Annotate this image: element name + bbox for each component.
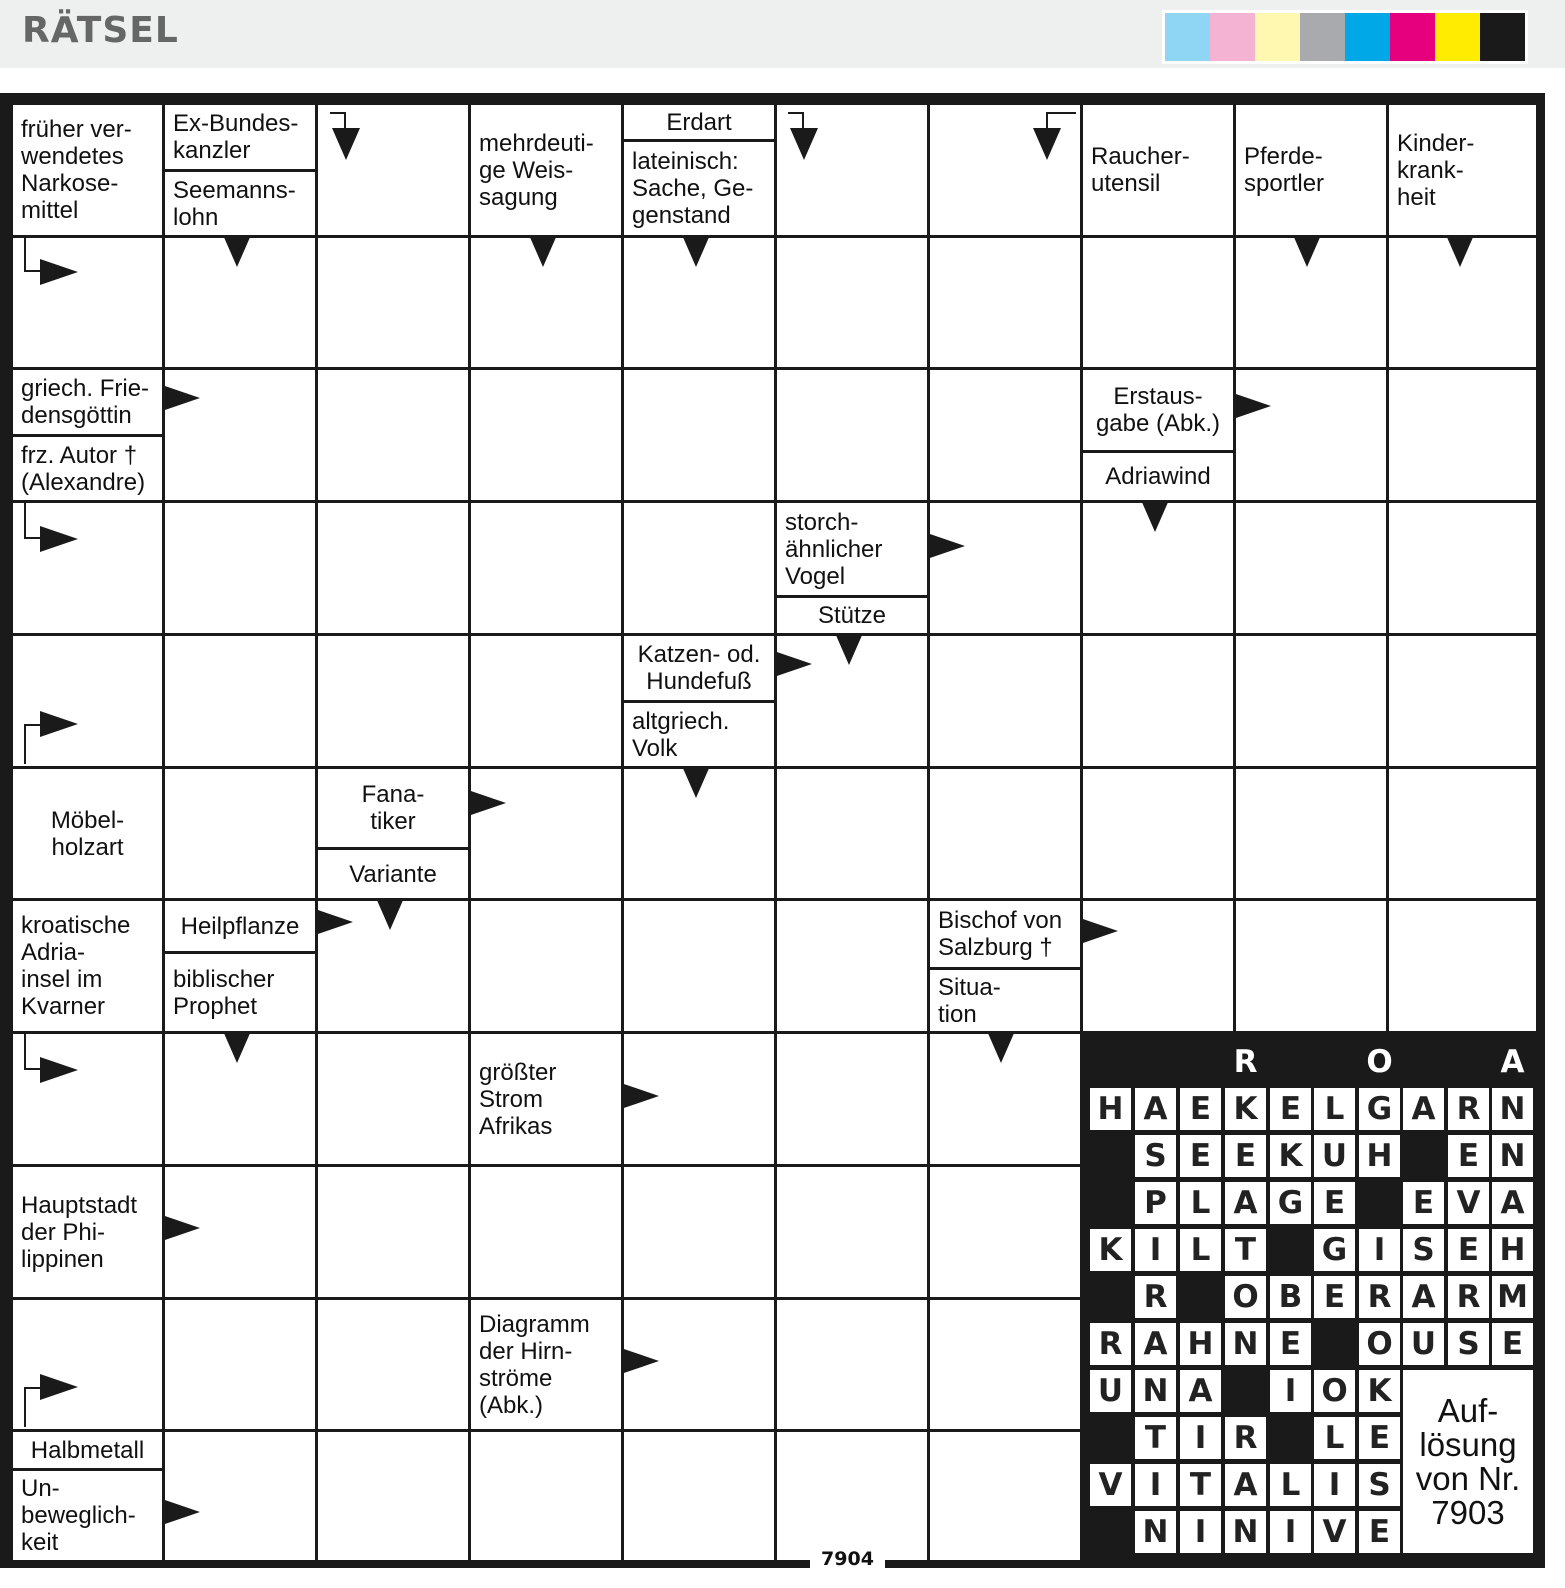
answer-cell[interactable] — [1389, 901, 1536, 1031]
clue-text: Adriawind — [1083, 453, 1233, 500]
solution-letter: S — [1403, 1229, 1444, 1271]
solution-letter: T — [1135, 1417, 1176, 1459]
clue-text: Fana- tiker — [318, 769, 468, 847]
solution-letter: I — [1135, 1464, 1176, 1506]
answer-cell[interactable] — [777, 370, 927, 500]
arrow-down-icon — [332, 128, 360, 160]
clue-text: Un- beweglich- keit — [13, 1471, 162, 1560]
arrow-bend-icon — [24, 724, 40, 764]
answer-cell[interactable] — [471, 370, 621, 500]
answer-cell[interactable] — [624, 503, 774, 633]
arrow-right-icon — [40, 711, 78, 737]
solution-letter: U — [1403, 1323, 1444, 1365]
solution-letter: E — [1314, 1276, 1355, 1318]
answer-cell[interactable] — [318, 1167, 468, 1297]
clue-text: Halbmetall — [13, 1432, 162, 1468]
solution-letter: S — [1135, 1135, 1176, 1177]
answer-cell[interactable] — [624, 1432, 774, 1560]
solution-letter: N — [1135, 1511, 1176, 1553]
arrow-right-icon — [927, 533, 965, 559]
answer-cell[interactable] — [165, 636, 315, 766]
answer-cell[interactable] — [1236, 370, 1386, 500]
arrow-down-icon — [1293, 235, 1321, 267]
answer-cell[interactable] — [165, 1300, 315, 1429]
solution-letter: S — [1359, 1464, 1400, 1506]
answer-cell[interactable] — [930, 1167, 1080, 1297]
clue-text: Seemanns- lohn — [165, 172, 315, 235]
solution-letter: L — [1270, 1464, 1311, 1506]
solution-letter: N — [1492, 1088, 1533, 1130]
clue-text: Kinder- krank- heit — [1389, 105, 1536, 235]
arrow-bend-icon — [788, 112, 804, 128]
solution-letter: A — [1225, 1182, 1266, 1224]
solution-letter: E — [1359, 1417, 1400, 1459]
solution-letter: E — [1359, 1511, 1400, 1553]
puzzle-number: 7904 — [810, 1548, 885, 1570]
answer-cell[interactable] — [1083, 238, 1233, 367]
page-header — [0, 0, 1565, 68]
solution-letter: A — [1225, 1464, 1266, 1506]
answer-cell[interactable] — [471, 769, 621, 898]
arrow-right-icon — [1233, 393, 1271, 419]
solution-letter: N — [1135, 1370, 1176, 1412]
solution-letter: O — [1225, 1276, 1266, 1318]
answer-cell[interactable] — [624, 370, 774, 500]
answer-cell[interactable] — [318, 238, 468, 367]
arrow-bend-icon — [330, 112, 346, 128]
arrow-right-icon — [40, 1374, 78, 1400]
arrow-right-icon — [468, 790, 506, 816]
arrow-down-icon — [223, 1031, 251, 1063]
solution-letter: G — [1359, 1088, 1400, 1130]
answer-cell[interactable] — [1083, 636, 1233, 766]
solution-letter: N — [1225, 1323, 1266, 1365]
arrow-bend-icon — [24, 236, 40, 272]
clue-text: Pferde- sportler — [1236, 105, 1386, 235]
arrow-right-icon — [315, 909, 353, 935]
print-color-bar — [1162, 10, 1528, 64]
clue-text: Diagramm der Hirn- ströme (Abk.) — [471, 1300, 621, 1429]
solution-letter: L — [1314, 1088, 1355, 1130]
solution-letter: M — [1492, 1276, 1533, 1318]
answer-cell[interactable] — [318, 503, 468, 633]
answer-cell[interactable] — [930, 503, 1080, 633]
answer-cell[interactable] — [318, 1034, 468, 1164]
arrow-bend-icon — [24, 1387, 40, 1427]
solution-letter: V — [1314, 1511, 1355, 1553]
answer-cell[interactable] — [1083, 769, 1233, 898]
color-swatch — [1255, 13, 1300, 61]
clue-text: altgriech. Volk — [624, 703, 774, 766]
color-swatch — [1435, 13, 1480, 61]
clue-text: größter Strom Afrikas — [471, 1034, 621, 1164]
solution-letter: R — [1359, 1276, 1400, 1318]
clue-text: kroatische Adria- insel im Kvarner — [13, 901, 162, 1031]
answer-cell[interactable] — [777, 901, 927, 1031]
solution-letter: R — [1090, 1323, 1131, 1365]
solution-letter: H — [1492, 1229, 1533, 1271]
solution-letter: I — [1180, 1511, 1221, 1553]
solution-letter: I — [1135, 1229, 1176, 1271]
solution-letter: R — [1225, 1417, 1266, 1459]
solution-letter: H — [1180, 1323, 1221, 1365]
solution-letter: E — [1403, 1182, 1444, 1224]
solution-letter: O — [1359, 1041, 1400, 1083]
arrow-down-icon — [529, 235, 557, 267]
solution-letter: N — [1492, 1135, 1533, 1177]
answer-cell[interactable] — [777, 238, 927, 367]
solution-letter: T — [1225, 1229, 1266, 1271]
clue-text: Stütze — [777, 598, 927, 633]
color-swatch — [1165, 13, 1210, 61]
solution-letter: E — [1270, 1088, 1311, 1130]
clue-text: Raucher- utensil — [1083, 105, 1233, 235]
solution-letter: E — [1180, 1135, 1221, 1177]
solution-letter: K — [1359, 1370, 1400, 1412]
solution-letter: I — [1359, 1229, 1400, 1271]
answer-cell[interactable] — [1236, 769, 1386, 898]
arrow-down-icon — [223, 235, 251, 267]
arrow-down-icon — [1446, 235, 1474, 267]
solution-letter: I — [1270, 1370, 1311, 1412]
answer-cell[interactable] — [930, 370, 1080, 500]
solution-letter: A — [1403, 1088, 1444, 1130]
arrow-right-icon — [40, 1057, 78, 1083]
arrow-down-icon — [682, 766, 710, 798]
solution-letter: K — [1225, 1088, 1266, 1130]
arrow-down-icon — [790, 128, 818, 160]
answer-cell[interactable] — [1236, 636, 1386, 766]
solution-letter: A — [1180, 1370, 1221, 1412]
answer-cell[interactable] — [471, 1432, 621, 1560]
solution-letter: G — [1270, 1182, 1311, 1224]
arrow-down-icon — [1141, 500, 1169, 532]
color-swatch — [1480, 13, 1525, 61]
clue-text: biblischer Prophet — [165, 954, 315, 1031]
arrow-bend-icon — [24, 1032, 40, 1070]
clue-text: griech. Frie- densgöttin — [13, 370, 162, 434]
answer-cell[interactable] — [624, 901, 774, 1031]
solution-letter: L — [1180, 1182, 1221, 1224]
answer-cell[interactable] — [471, 1167, 621, 1297]
solution-letter: A — [1492, 1041, 1533, 1083]
color-swatch — [1300, 13, 1345, 61]
arrow-down-icon — [1033, 128, 1061, 160]
solution-letter: L — [1314, 1417, 1355, 1459]
arrow-right-icon — [621, 1083, 659, 1109]
answer-cell[interactable] — [777, 1300, 927, 1429]
solution-letter: R — [1135, 1276, 1176, 1318]
solution-letter: I — [1180, 1417, 1221, 1459]
solution-letter: K — [1090, 1229, 1131, 1271]
arrow-right-icon — [162, 1215, 200, 1241]
clue-text: lateinisch: Sache, Ge- genstand — [624, 142, 774, 235]
solution-letter: I — [1270, 1511, 1311, 1553]
color-swatch — [1210, 13, 1255, 61]
solution-letter: E — [1492, 1323, 1533, 1365]
solution-letter: S — [1448, 1323, 1489, 1365]
solution-letter: B — [1270, 1276, 1311, 1318]
answer-cell[interactable] — [318, 1432, 468, 1560]
solution-note: Auf- lösung von Nr. 7903 — [1403, 1370, 1533, 1553]
answer-cell[interactable] — [318, 370, 468, 500]
clue-text: Variante — [318, 850, 468, 898]
clue-text: Erstaus- gabe (Abk.) — [1083, 370, 1233, 450]
clue-text: Situa- tion — [930, 970, 1080, 1031]
arrow-right-icon — [162, 1499, 200, 1525]
solution-letter: P — [1135, 1182, 1176, 1224]
answer-cell[interactable] — [1389, 370, 1536, 500]
answer-cell[interactable] — [165, 769, 315, 898]
answer-cell[interactable] — [777, 1167, 927, 1297]
answer-cell[interactable] — [930, 636, 1080, 766]
answer-cell[interactable] — [1389, 769, 1536, 898]
answer-cell[interactable] — [165, 503, 315, 633]
arrow-bend-icon — [24, 501, 40, 539]
answer-cell[interactable] — [471, 636, 621, 766]
arrow-bend-icon — [1046, 112, 1076, 128]
solution-letter: E — [1270, 1323, 1311, 1365]
solution-letter: O — [1314, 1370, 1355, 1412]
answer-cell[interactable] — [777, 769, 927, 898]
solution-letter: N — [1225, 1511, 1266, 1553]
solution-letter: V — [1090, 1464, 1131, 1506]
clue-text: früher ver- wendetes Narkose- mittel — [13, 105, 162, 235]
clue-text: Möbel- holzart — [13, 769, 162, 898]
solution-letter: U — [1090, 1370, 1131, 1412]
arrow-down-icon — [682, 235, 710, 267]
solution-letter: T — [1180, 1464, 1221, 1506]
solution-letter: A — [1135, 1088, 1176, 1130]
answer-cell[interactable] — [471, 503, 621, 633]
answer-cell[interactable] — [318, 636, 468, 766]
solution-letter: E — [1225, 1135, 1266, 1177]
clue-text: storch- ähnlicher Vogel — [777, 503, 927, 595]
solution-letter: R — [1225, 1041, 1266, 1083]
solution-letter: V — [1448, 1182, 1489, 1224]
solution-letter: U — [1314, 1135, 1355, 1177]
arrow-right-icon — [40, 526, 78, 552]
solution-letter: G — [1314, 1229, 1355, 1271]
answer-cell[interactable] — [930, 769, 1080, 898]
arrow-right-icon — [162, 385, 200, 411]
clue-text: Heilpflanze — [165, 901, 315, 951]
solution-letter: E — [1448, 1135, 1489, 1177]
clue-text: mehrdeuti- ge Weis- sagung — [471, 105, 621, 235]
solution-letter: H — [1359, 1135, 1400, 1177]
arrow-right-icon — [621, 1348, 659, 1374]
clue-text: Erdart — [624, 105, 774, 139]
arrow-down-icon — [835, 633, 863, 665]
color-swatch — [1345, 13, 1390, 61]
previous-solution-grid — [1083, 1034, 1536, 1560]
solution-letter: K — [1270, 1135, 1311, 1177]
answer-cell[interactable] — [930, 1432, 1080, 1560]
answer-cell[interactable] — [624, 1167, 774, 1297]
answer-cell[interactable] — [1236, 901, 1386, 1031]
solution-letter: O — [1359, 1323, 1400, 1365]
solution-letter: H — [1090, 1088, 1131, 1130]
answer-cell[interactable] — [1236, 503, 1386, 633]
arrow-down-icon — [987, 1031, 1015, 1063]
answer-cell[interactable] — [777, 1432, 927, 1560]
clue-text: Bischof von Salzburg † — [930, 901, 1080, 967]
solution-letter: E — [1314, 1182, 1355, 1224]
solution-letter: I — [1314, 1464, 1355, 1506]
answer-cell[interactable] — [1389, 503, 1536, 633]
arrow-down-icon — [376, 898, 404, 930]
answer-cell[interactable] — [930, 238, 1080, 367]
solution-letter: A — [1403, 1276, 1444, 1318]
arrow-right-icon — [40, 259, 78, 285]
answer-cell[interactable] — [777, 1034, 927, 1164]
solution-letter: L — [1180, 1229, 1221, 1271]
clue-text: Katzen- od. Hundefuß — [624, 636, 774, 700]
page-title: RÄTSEL — [22, 10, 179, 51]
answer-cell[interactable] — [930, 1300, 1080, 1429]
solution-letter: E — [1448, 1229, 1489, 1271]
solution-letter: A — [1492, 1182, 1533, 1224]
answer-cell[interactable] — [318, 1300, 468, 1429]
clue-text: Ex-Bundes- kanzler — [165, 105, 315, 169]
color-swatch — [1390, 13, 1435, 61]
solution-letter: R — [1448, 1276, 1489, 1318]
arrow-right-icon — [774, 651, 812, 677]
answer-cell[interactable] — [165, 1432, 315, 1560]
arrow-right-icon — [1080, 918, 1118, 944]
answer-cell[interactable] — [471, 901, 621, 1031]
clue-text: Hauptstadt der Phi- lippinen — [13, 1167, 162, 1297]
clue-text: frz. Autor † (Alexandre) — [13, 437, 162, 500]
solution-letter: E — [1180, 1088, 1221, 1130]
solution-letter: R — [1448, 1088, 1489, 1130]
solution-letter: A — [1135, 1323, 1176, 1365]
answer-cell[interactable] — [1389, 636, 1536, 766]
